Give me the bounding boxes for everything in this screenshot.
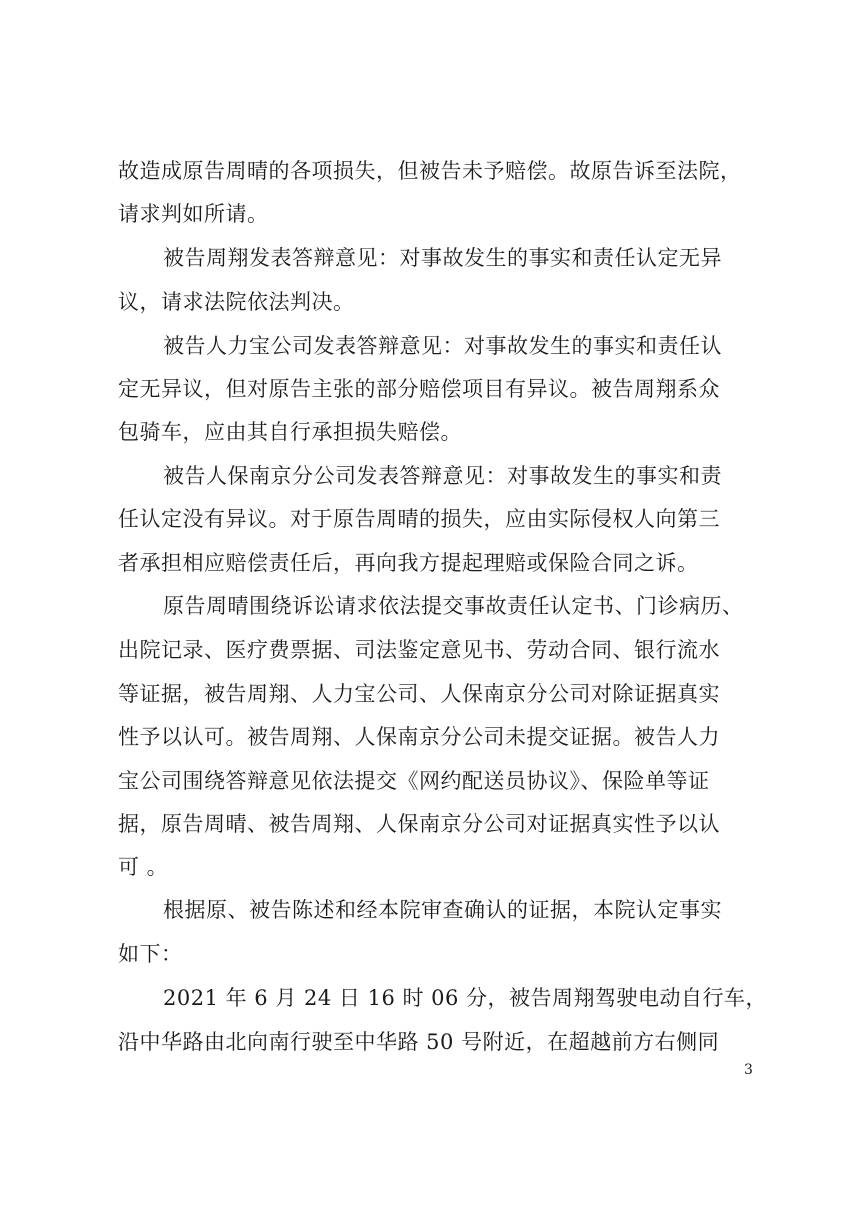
- text-line: 请求判如所请。: [118, 202, 269, 226]
- text-line: 沿中华路由北向南行驶至中华路 50 号附近，在超越前方右侧同: [118, 1030, 720, 1054]
- page-number: 3: [744, 1062, 753, 1078]
- text-line: 等证据，被告周翔、人力宝公司、人保南京分公司对除证据真实: [118, 682, 720, 706]
- text-line: 任认定没有异议。对于原告周晴的损失，应由实际侵权人向第三: [118, 507, 720, 531]
- text-line: 包骑车，应由其自行承担损失赔偿。: [118, 420, 462, 444]
- text-line: 被告人保南京分公司发表答辩意见：对事故发生的事实和责: [163, 464, 722, 488]
- text-line: 被告人力宝公司发表答辩意见：对事故发生的事实和责任认: [163, 334, 722, 358]
- text-line: 根据原、被告陈述和经本院审查确认的证据，本院认定事实: [163, 898, 722, 922]
- text-line: 被告周翔发表答辩意见：对事故发生的事实和责任认定无异: [163, 246, 722, 270]
- text-line: 议，请求法院依法判决。: [118, 290, 355, 314]
- text-line: 据，原告周晴、被告周翔、人保南京分公司对证据真实性予以认: [118, 812, 720, 836]
- text-line: 如下：: [118, 942, 183, 966]
- text-line: 出院记录、医疗费票据、司法鉴定意见书、劳动合同、银行流水: [118, 638, 720, 662]
- text-line: 2021 年 6 月 24 日 16 时 06 分，被告周翔驾驶电动自行车，: [163, 986, 768, 1010]
- text-line: 性予以认可。被告周翔、人保南京分公司未提交证据。被告人力: [118, 725, 720, 749]
- text-line: 宝公司围绕答辩意见依法提交《网约配送员协议》、保险单等证: [118, 769, 710, 793]
- text-line: 者承担相应赔偿责任后，再向我方提起理赔或保险合同之诉。: [118, 551, 699, 575]
- text-line: 原告周晴围绕诉讼请求依法提交事故责任认定书、门诊病历、: [163, 594, 744, 618]
- text-line: 可 。: [118, 855, 169, 879]
- text-line: 故造成原告周晴的各项损失，但被告未予赔偿。故原告诉至法院，: [118, 159, 742, 183]
- text-line: 定无异议，但对原告主张的部分赔偿项目有异议。被告周翔系众: [118, 377, 720, 401]
